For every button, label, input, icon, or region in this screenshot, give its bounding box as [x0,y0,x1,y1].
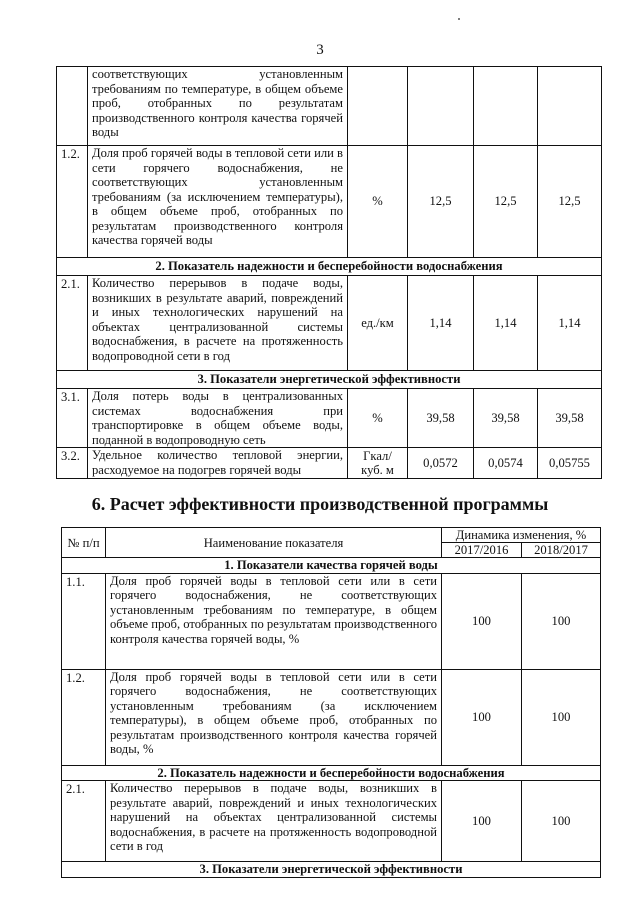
indicator-name: Доля проб горячей воды в тепловой сети или в сети горячего водоснабжения, не соответствующих установленным требованиям (за исключением температуры), в общем объеме проб, отобранных по результатам производственного контроля качества горячей воды, % [106,669,442,765]
value-3: 39,58 [538,389,602,448]
section-title: 2. Показатель надежности и бесперебойности водоснабжения [57,258,602,276]
col-header-year-1: 2017/2016 [442,543,522,558]
table-row [57,276,602,371]
value-1: 39,58 [408,389,474,448]
dynamics-year-1: 100 [442,669,522,765]
value-3 [538,67,602,146]
dynamics-year-2: 100 [522,781,601,862]
row-number: 1.2. [62,669,106,765]
value-2: 12,5 [474,146,538,258]
section-row [62,862,601,878]
dynamics-year-2: 100 [522,573,601,669]
value-3: 0,05755 [538,448,602,479]
row-number [57,67,88,146]
page-number: 3 [316,42,324,58]
section-row [62,558,601,574]
table-row [62,669,601,765]
table-row [62,781,601,862]
section-title: 1. Показатели качества горячей воды [62,558,601,574]
unit: Гкал/ куб. м [348,448,408,479]
row-number: 2.1. [57,276,88,371]
value-1: 1,14 [408,276,474,371]
indicator-name: соответствующих установленным требованиям по температуре, в общем объеме проб, отобранных по результатам производственного контроля качества горячей воды [88,67,348,146]
section-title: 3. Показатели энергетической эффективности [62,862,601,878]
section-row [57,371,602,389]
section-row [57,258,602,276]
indicator-name: Доля потерь воды в централизованных системах водоснабжения при транспортировке в общем объеме воды, поданной в водопроводную сеть [88,389,348,448]
table-row [57,389,602,448]
indicators-table [56,66,602,479]
unit: % [348,389,408,448]
unit: % [348,146,408,258]
indicator-name: Удельное количество тепловой энергии, расходуемое на подогрев горячей воды [88,448,348,479]
table-row [62,573,601,669]
value-2: 1,14 [474,276,538,371]
col-header-num: № п/п [62,528,106,558]
value-1 [408,67,474,146]
col-header-name: Наименование показателя [106,528,442,558]
row-number: 3.1. [57,389,88,448]
indicator-name: Доля проб горячей воды в тепловой сети или в сети горячего водоснабжения, не соответствующих установленным требованиям по температуре, в общем объеме проб, отобранных по результатам производственного контроля качества горячей воды, % [106,573,442,669]
value-2: 39,58 [474,389,538,448]
dynamics-year-2: 100 [522,669,601,765]
section-title: 3. Показатели энергетической эффективности [57,371,602,389]
row-number: 1.1. [62,573,106,669]
section-row [62,765,601,781]
dynamics-year-1: 100 [442,781,522,862]
table-row [57,146,602,258]
unit: ед./км [348,276,408,371]
row-number: 2.1. [62,781,106,862]
col-header-dynamics: Динамика изменения, % [442,528,601,543]
unit [348,67,408,146]
value-3: 1,14 [538,276,602,371]
indicator-name: Количество перерывов в подаче воды, возникших в результате аварий, повреждений и иных технологических нарушений на объектах централизованной системы водоснабжения, в расчете на протяженность водопроводной сети в год [88,276,348,371]
row-number: 3.2. [57,448,88,479]
value-2 [474,67,538,146]
table-row [57,448,602,479]
table-row [57,67,602,146]
section-heading: 6. Расчет эффективности производственной программы [91,494,549,514]
value-2: 0,0574 [474,448,538,479]
efficiency-table [61,527,601,878]
row-number: 1.2. [57,146,88,258]
value-3: 12,5 [538,146,602,258]
scan-speck [458,18,460,20]
value-1: 0,0572 [408,448,474,479]
col-header-year-2: 2018/2017 [522,543,601,558]
header-row [62,528,601,543]
section-title: 2. Показатель надежности и бесперебойности водоснабжения [62,765,601,781]
indicator-name: Количество перерывов в подаче воды, возникших в результате аварий, повреждений и иных технологических нарушений на объектах централизованной системы водоснабжения, в расчете на протяженность водопроводной сети в год [106,781,442,862]
value-1: 12,5 [408,146,474,258]
dynamics-year-1: 100 [442,573,522,669]
indicator-name: Доля проб горячей воды в тепловой сети или в сети горячего водоснабжения, не соответствующих установленным требованиям (за исключением температуры), в общем объеме проб, отобранных по результатам производственного контроля качества горячей воды [88,146,348,258]
